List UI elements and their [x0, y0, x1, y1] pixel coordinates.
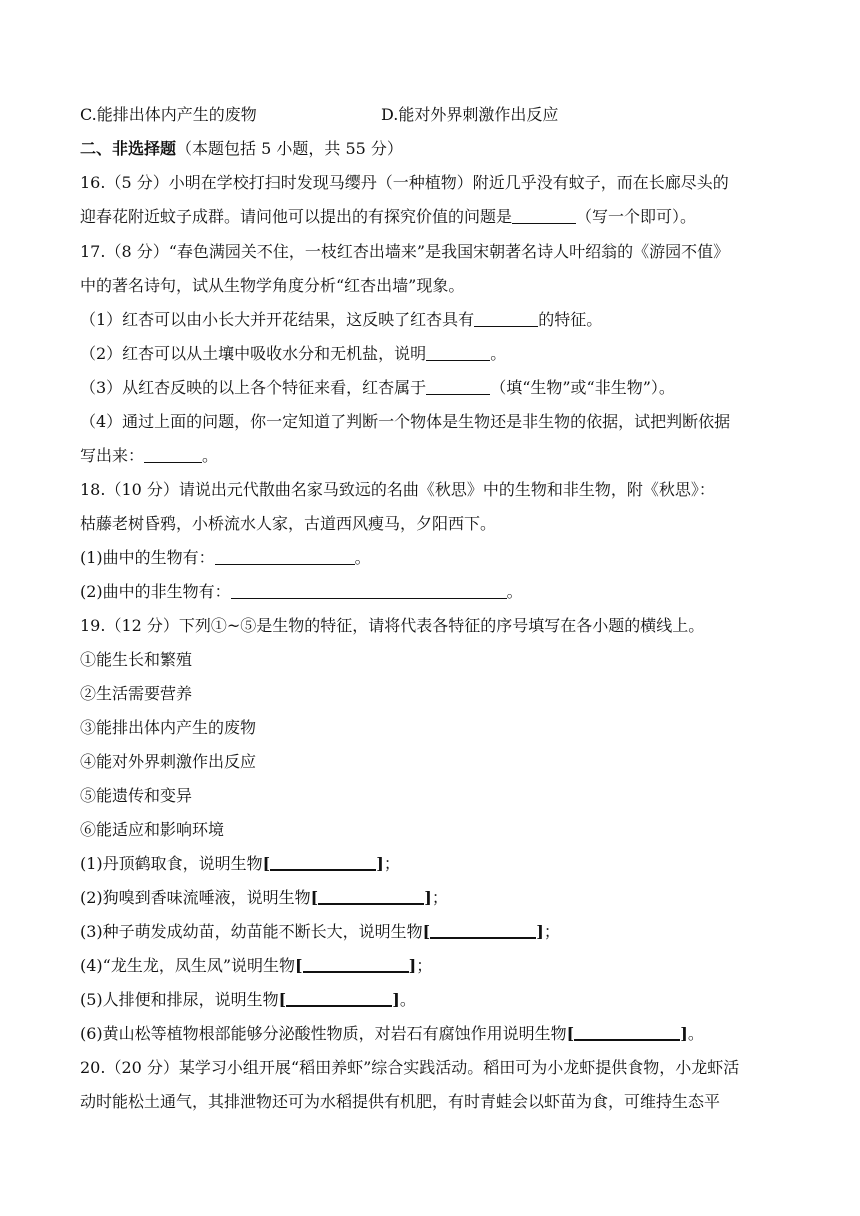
q19-item-1: (1)丹顶鹤取食，说明生物[ ]； [80, 854, 400, 873]
q19-item-4-end: ； [416, 956, 433, 975]
q18-line1: 18.（10 分）请说出元代散曲名家马致远的名曲《秋思》中的生物和非生物，附《秋思》： [80, 480, 715, 499]
q18-sub2-end: 。 [506, 582, 523, 601]
q19-item-4-blank[interactable] [303, 955, 409, 973]
q19-item-3-end: ； [543, 922, 560, 941]
q17-sub1-blank[interactable] [474, 310, 538, 327]
q18-poem: 枯藤老树昏鸦，小桥流水人家，古道西风瘦马，夕阳西下。 [80, 514, 497, 533]
q17-sub3-blank[interactable] [426, 378, 490, 395]
option-d: D.能对外界刺激作出反应 [381, 105, 559, 124]
q18-sub1-end: 。 [354, 548, 371, 567]
q19-feature-5: ⑤能遗传和变异 [80, 786, 193, 805]
q16-line2 [80, 206, 696, 228]
section-heading [80, 138, 403, 160]
q19-item-2: (2)狗嗅到香味流唾液，说明生物[ ]； [80, 888, 448, 907]
q19-feature-3: ③能排出体内产生的废物 [80, 718, 257, 737]
q19-item-1-end: ； [383, 854, 400, 873]
q19-feature-6: ⑥能适应和影响环境 [80, 820, 225, 839]
q17-sub3-end: （填“生物”或“非生物”）。 [490, 378, 675, 397]
q19-item-1-blank[interactable] [270, 853, 376, 871]
q18-sub1 [80, 547, 371, 569]
q19-item-4: (4)“龙生龙，凤生凤”说明生物[ ]； [80, 956, 433, 975]
q19-item-6-text: (6)黄山松等植物根部能够分泌酸性物质，对岩石有腐蚀作用说明生物 [80, 1024, 567, 1043]
q16-text-end: （写一个即可）。 [576, 207, 697, 226]
q17-line1: 17.（8 分）“春色满园关不住，一枝红杏出墙来”是我国宋朝著名诗人叶绍翁的《游园不值》 [80, 242, 730, 261]
option-c: C.能排出体内产生的废物 [80, 105, 257, 124]
options-row [0, 104, 860, 126]
q19-feature-2: ②生活需要营养 [80, 684, 193, 703]
q18-sub2 [80, 581, 523, 603]
q19-item-6-blank[interactable] [574, 1023, 680, 1041]
q17-sub4-line2 [80, 445, 218, 467]
q19-feature-4: ④能对外界刺激作出反应 [80, 752, 257, 771]
q18-sub2-text: (2)曲中的非生物有： [80, 582, 231, 601]
section-note: （本题包括 5 小题，共 55 分） [176, 139, 403, 158]
q19-line1: 19.（12 分）下列①~⑤是生物的特征，请将代表各特征的序号填写在各小题的横线上。 [80, 616, 705, 635]
q18-sub1-blank[interactable] [215, 548, 355, 565]
q17-sub1 [80, 309, 602, 331]
q19-item-2-end: ； [431, 888, 448, 907]
q18-sub2-blank[interactable] [231, 582, 507, 599]
q20-line2: 动时能松土通气，其排泄物还可为水稻提供有机肥，有时青蛙会以虾苗为食，可维持生态平 [80, 1092, 721, 1111]
q19-item-3-text: (3)种子萌发成幼苗，幼苗能不断长大，说明生物 [80, 922, 423, 941]
q17-sub1-end: 的特征。 [538, 310, 603, 329]
q19-item-5-blank[interactable] [286, 989, 392, 1007]
q20-line1: 20.（20 分）某学习小组开展“稻田养虾”综合实践活动。稻田可为小龙虾提供食物，小龙虾活 [80, 1058, 740, 1077]
q17-line2: 中的著名诗句，试从生物学角度分析“红杏出墙”现象。 [80, 276, 465, 295]
q16-line1: 16.（5 分）小明在学校打扫时发现马缨丹（一种植物）附近几乎没有蚊子，而在长廊尽头的 [80, 173, 729, 192]
q16-answer-blank[interactable] [512, 207, 576, 224]
q19-item-6: (6)黄山松等植物根部能够分泌酸性物质，对岩石有腐蚀作用说明生物[ ]。 [80, 1024, 704, 1043]
q19-item-3-blank[interactable] [430, 921, 536, 939]
q17-sub4-blank[interactable] [144, 446, 202, 463]
q18-sub1-text: (1)曲中的生物有： [80, 548, 215, 567]
q19-item-1-text: (1)丹顶鹤取食，说明生物 [80, 854, 263, 873]
q19-item-3: (3)种子萌发成幼苗，幼苗能不断长大，说明生物[ ]； [80, 922, 560, 941]
q17-sub2 [80, 343, 506, 365]
q17-sub1-text: （1）红杏可以由小长大并开花结果，这反映了红杏具有 [80, 310, 475, 329]
q19-item-4-text: (4)“龙生龙，凤生凤”说明生物 [80, 956, 296, 975]
q17-sub2-text: （2）红杏可以从土壤中吸收水分和无机盐，说明 [80, 344, 427, 363]
q19-item-2-blank[interactable] [318, 887, 424, 905]
q17-sub4-end: 。 [202, 446, 219, 465]
q19-item-5-text: (5)人排便和排尿，说明生物 [80, 990, 279, 1009]
q19-item-2-text: (2)狗嗅到香味流唾液，说明生物 [80, 888, 311, 907]
q17-sub3 [80, 377, 675, 399]
q17-sub4-text: 写出来： [80, 446, 145, 465]
q19-feature-1: ①能生长和繁殖 [80, 650, 193, 669]
q17-sub4-line1: （4）通过上面的问题，你一定知道了判断一个物体是生物还是非生物的依据，试把判断依据 [80, 412, 731, 431]
q17-sub3-text: （3）从红杏反映的以上各个特征来看，红杏属于 [80, 378, 427, 397]
q16-text: 迎春花附近蚊子成群。请问他可以提出的有探究价值的问题是 [80, 207, 513, 226]
q19-item-5: (5)人排便和排尿，说明生物[ ]。 [80, 990, 416, 1009]
q19-item-6-end: 。 [687, 1024, 704, 1043]
q17-sub2-blank[interactable] [426, 344, 490, 361]
q17-sub2-end: 。 [490, 344, 507, 363]
section-title: 二、非选择题 [80, 139, 177, 158]
q19-item-5-end: 。 [399, 990, 416, 1009]
